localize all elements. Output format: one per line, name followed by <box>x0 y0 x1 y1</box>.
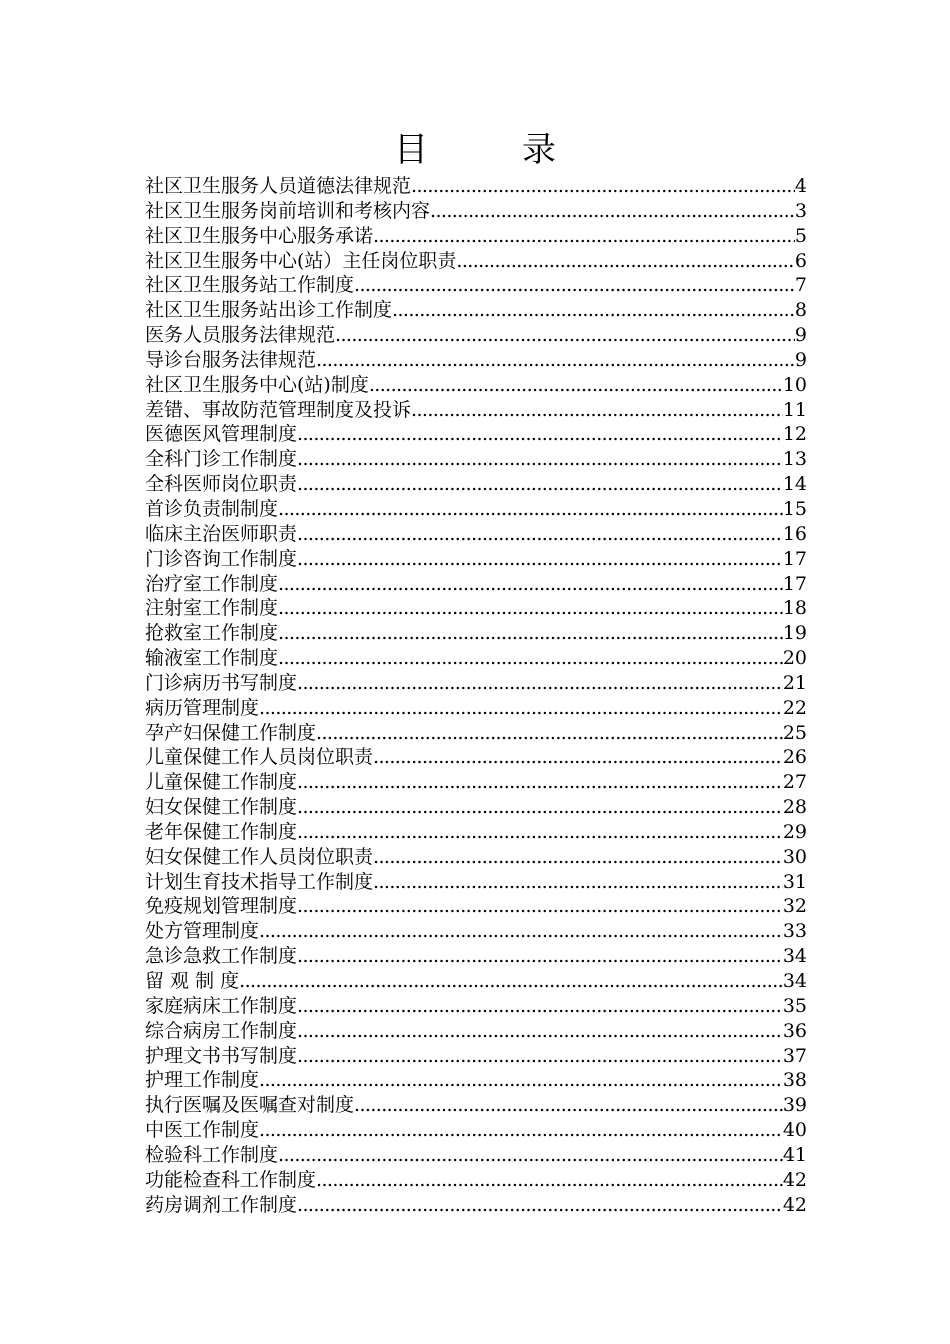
toc-entry-title: 综合病房工作制度 <box>145 1019 298 1042</box>
toc-entry[interactable] <box>145 1193 807 1218</box>
toc-entry-title: 留 观 制 度 <box>145 970 240 992</box>
toc-entry[interactable] <box>145 696 807 721</box>
toc-entry-title: 社区卫生服务中心服务承诺 <box>145 224 374 247</box>
toc-dot-leader <box>316 721 783 746</box>
toc-entry-title: 治疗室工作制度 <box>145 572 279 595</box>
toc-entry-title: 儿童保健工作制度 <box>145 771 298 794</box>
toc-entry[interactable] <box>145 795 807 820</box>
toc-dot-leader <box>297 944 783 969</box>
toc-dot-leader <box>297 1019 783 1044</box>
toc-entry-title: 社区卫生服务岗前培训和考核内容 <box>145 199 431 222</box>
toc-entry-title: 功能检查科工作制度 <box>145 1168 317 1191</box>
toc-dot-leader <box>335 323 795 348</box>
toc-dot-leader <box>278 596 783 621</box>
toc-page-number: 5 <box>794 224 807 247</box>
toc-page-number: 22 <box>782 696 807 719</box>
toc-page-number: 4 <box>794 175 807 197</box>
toc-dot-leader <box>392 298 795 323</box>
toc-page-number: 42 <box>782 1193 807 1216</box>
toc-dot-leader <box>297 522 783 547</box>
toc-entry-title: 注射室工作制度 <box>145 597 279 620</box>
toc-entry-title: 执行医嘱及医嘱查对制度 <box>145 1094 355 1117</box>
toc-dot-leader <box>297 894 783 919</box>
toc-entry[interactable] <box>145 472 807 497</box>
toc-entry-title: 药房调剂工作制度 <box>145 1193 298 1216</box>
toc-entry[interactable] <box>145 621 807 646</box>
toc-dot-leader <box>373 845 783 870</box>
toc-entry-title: 医务人员服务法律规范 <box>145 324 336 347</box>
toc-page-number: 7 <box>794 274 807 297</box>
toc-entry-title: 免疫规划管理制度 <box>145 895 298 918</box>
toc-dot-leader <box>297 1193 783 1218</box>
toc-entry[interactable] <box>145 646 807 671</box>
toc-dot-leader <box>430 199 795 224</box>
toc-entry[interactable] <box>145 870 807 895</box>
toc-entry-title: 妇女保健工作制度 <box>145 796 298 819</box>
toc-dot-leader <box>411 398 783 423</box>
toc-page-number: 42 <box>782 1168 807 1191</box>
toc-entry[interactable] <box>145 373 807 398</box>
toc-page-number: 12 <box>782 423 807 446</box>
toc-entry-title: 急诊急救工作制度 <box>145 945 298 968</box>
toc-dot-leader <box>456 249 794 274</box>
toc-page-number: 21 <box>782 671 807 694</box>
toc-dot-leader <box>259 696 783 721</box>
toc-page-number: 33 <box>782 920 807 943</box>
toc-dot-leader <box>297 1044 783 1069</box>
toc-entry-title: 家庭病床工作制度 <box>145 994 298 1017</box>
toc-entry[interactable] <box>145 745 807 770</box>
toc-page-number: 29 <box>782 820 807 843</box>
toc-entry[interactable] <box>145 348 807 373</box>
toc-entry[interactable] <box>145 323 807 348</box>
toc-entry-title: 老年保健工作制度 <box>145 820 298 843</box>
toc-entry[interactable] <box>145 944 807 969</box>
toc-entry-title: 护理工作制度 <box>145 1069 260 1092</box>
toc-dot-leader <box>373 870 783 895</box>
toc-entry[interactable] <box>145 1019 807 1044</box>
toc-entry[interactable] <box>145 398 807 423</box>
toc-entry-title: 社区卫生服务站出诊工作制度 <box>145 299 393 322</box>
toc-entry-title: 医德医风管理制度 <box>145 423 298 446</box>
toc-entry[interactable] <box>145 199 807 224</box>
toc-page-number: 36 <box>782 1019 807 1042</box>
toc-entry[interactable] <box>145 572 807 597</box>
toc-entry-title: 全科医师岗位职责 <box>145 473 298 496</box>
toc-dot-leader <box>278 646 783 671</box>
toc-entry[interactable] <box>145 547 807 572</box>
toc-dot-leader <box>373 224 795 249</box>
toc-entry-title: 病历管理制度 <box>145 696 260 719</box>
toc-entry[interactable] <box>145 845 807 870</box>
toc-page-number: 30 <box>782 845 807 868</box>
toc-dot-leader <box>373 745 783 770</box>
toc-entry-title: 门诊咨询工作制度 <box>145 547 298 570</box>
toc-entry[interactable] <box>145 596 807 621</box>
toc-entry-title: 导诊台服务法律规范 <box>145 348 317 371</box>
toc-dot-leader <box>278 621 783 646</box>
toc-dot-leader <box>239 969 783 994</box>
toc-page-number: 39 <box>782 1094 807 1117</box>
toc-dot-leader <box>259 1068 783 1093</box>
toc-entry[interactable] <box>145 721 807 746</box>
toc-dot-leader <box>278 1143 783 1168</box>
toc-dot-leader <box>297 547 783 572</box>
toc-dot-leader <box>278 497 783 522</box>
toc-entry-title: 社区卫生服务中心(站）主任岗位职责 <box>145 249 457 272</box>
toc-title: 目 录 <box>394 130 586 170</box>
toc-dot-leader <box>278 572 783 597</box>
toc-page-number: 31 <box>782 870 807 893</box>
toc-page-number: 38 <box>782 1069 807 1092</box>
toc-entry[interactable] <box>145 1068 807 1093</box>
toc-entry-title: 全科门诊工作制度 <box>145 448 298 471</box>
toc-entry-title: 护理文书书写制度 <box>145 1044 298 1067</box>
toc-entry[interactable] <box>145 770 807 795</box>
toc-entry[interactable] <box>145 894 807 919</box>
toc-entry-title: 临床主治医师职责 <box>145 522 298 545</box>
toc-page-number: 10 <box>782 373 807 396</box>
toc-entry[interactable] <box>145 224 807 249</box>
toc-page-number: 14 <box>782 473 807 496</box>
toc-entry[interactable] <box>145 522 807 547</box>
toc-page-number: 25 <box>782 721 807 744</box>
toc-dot-leader <box>297 447 783 472</box>
toc-entry[interactable] <box>145 497 807 522</box>
toc-dot-leader <box>297 795 783 820</box>
toc-dot-leader <box>411 174 795 199</box>
toc-entry[interactable] <box>145 919 807 944</box>
toc-page-number: 11 <box>782 398 807 421</box>
toc-page-number: 28 <box>782 796 807 819</box>
toc-page-number: 19 <box>782 622 807 645</box>
toc-page-number: 8 <box>794 299 807 322</box>
toc-entry-title: 输液室工作制度 <box>145 647 279 670</box>
toc-entry-title: 社区卫生服务人员道德法律规范 <box>145 175 412 197</box>
toc-dot-leader <box>297 770 783 795</box>
toc-page-number: 9 <box>794 324 807 347</box>
toc-page-number: 16 <box>782 522 807 545</box>
toc-dot-leader <box>259 919 783 944</box>
toc-entry[interactable] <box>145 671 807 696</box>
toc-entry-title: 差错、事故防范管理制度及投诉 <box>145 398 412 421</box>
toc-dot-leader <box>369 373 783 398</box>
toc-entry-title: 社区卫生服务中心(站)制度 <box>145 373 369 396</box>
toc-entry-title: 检验科工作制度 <box>145 1143 279 1166</box>
toc-entry-title: 计划生育技术指导工作制度 <box>145 870 374 893</box>
toc-page-number: 27 <box>782 771 807 794</box>
toc-entry[interactable] <box>145 1143 807 1168</box>
toc-entry[interactable] <box>145 298 807 323</box>
toc-dot-leader <box>259 1118 783 1143</box>
toc-page-number: 9 <box>794 348 807 371</box>
toc-entry-title: 首诊负责制制度 <box>145 497 279 520</box>
toc-dot-leader <box>297 820 783 845</box>
toc-entry[interactable] <box>145 1118 807 1143</box>
toc-entry[interactable] <box>145 1168 807 1193</box>
toc-dot-leader <box>297 472 783 497</box>
toc-entry[interactable] <box>145 273 807 298</box>
toc-dot-leader <box>316 348 795 373</box>
toc-page-number: 26 <box>782 746 807 769</box>
toc-page-number: 34 <box>782 970 807 992</box>
toc-entry-title: 门诊病历书写制度 <box>145 671 298 694</box>
toc-page-number: 6 <box>794 249 807 272</box>
toc-entry[interactable] <box>145 1093 807 1118</box>
toc-page-number: 32 <box>782 895 807 918</box>
toc-page-number: 20 <box>782 647 807 670</box>
toc-dot-leader <box>297 422 783 447</box>
toc-entry-title: 社区卫生服务站工作制度 <box>145 274 355 297</box>
toc-page-number: 17 <box>782 572 807 595</box>
toc-dot-leader <box>354 273 795 298</box>
toc-page-number: 17 <box>782 547 807 570</box>
toc-entry[interactable] <box>145 994 807 1019</box>
toc-dot-leader <box>297 994 783 1019</box>
toc-dot-leader <box>354 1093 783 1118</box>
toc-entry[interactable] <box>145 249 807 274</box>
toc-entry[interactable] <box>145 1044 807 1069</box>
toc-page-number: 13 <box>782 448 807 471</box>
toc-list <box>145 174 807 1217</box>
toc-entry-title: 孕产妇保健工作制度 <box>145 721 317 744</box>
toc-page-number: 37 <box>782 1044 807 1067</box>
toc-entry[interactable] <box>145 422 807 447</box>
toc-page-number: 40 <box>782 1119 807 1142</box>
toc-dot-leader <box>297 671 783 696</box>
toc-page-number: 41 <box>782 1143 807 1166</box>
toc-entry[interactable] <box>145 174 807 199</box>
toc-page-number: 18 <box>782 597 807 620</box>
toc-entry-title: 抢救室工作制度 <box>145 622 279 645</box>
toc-entry[interactable] <box>145 969 807 994</box>
toc-entry[interactable] <box>145 447 807 472</box>
toc-entry[interactable] <box>145 820 807 845</box>
toc-page-number: 35 <box>782 994 807 1017</box>
toc-entry-title: 儿童保健工作人员岗位职责 <box>145 746 374 769</box>
toc-entry-title: 妇女保健工作人员岗位职责 <box>145 845 374 868</box>
toc-entry-title: 处方管理制度 <box>145 920 260 943</box>
toc-dot-leader <box>316 1168 783 1193</box>
toc-page-number: 3 <box>794 199 807 222</box>
toc-page-number: 34 <box>782 945 807 968</box>
toc-page-number: 15 <box>782 497 807 520</box>
toc-entry-title: 中医工作制度 <box>145 1119 260 1142</box>
